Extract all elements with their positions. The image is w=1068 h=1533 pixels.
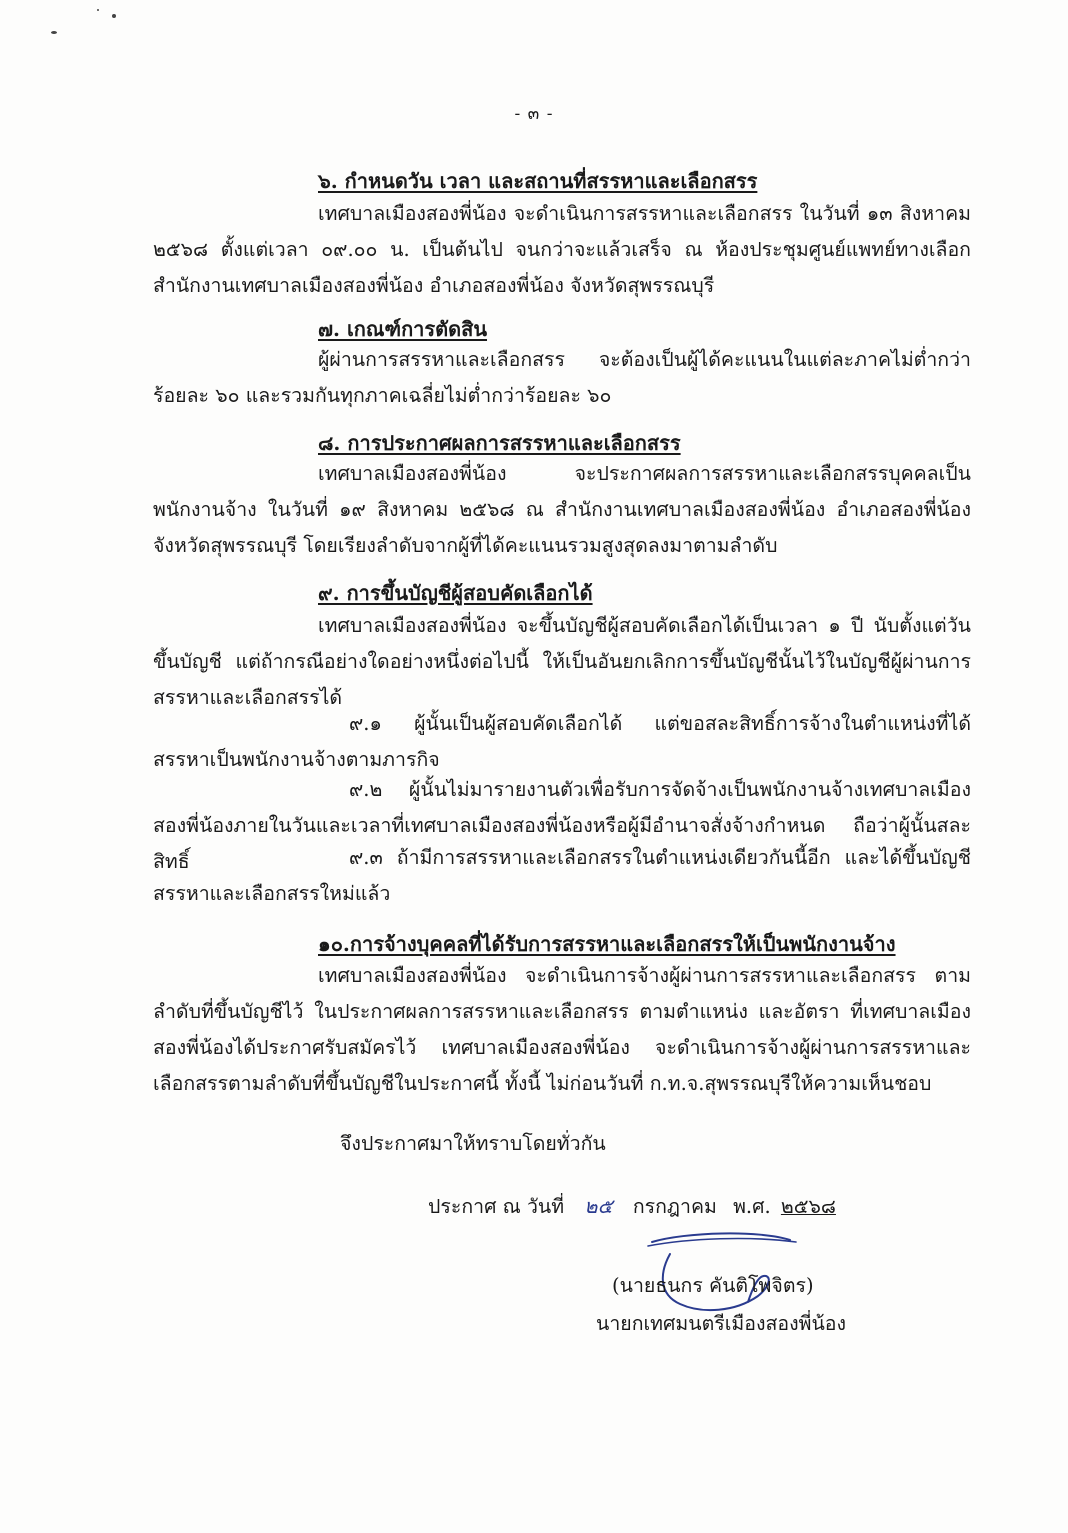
section-paragraph: เทศบาลเมืองสองพี่น้อง จะขึ้นบัญชีผู้สอบคัดเลือกได้เป็นเวลา ๑ ปี นับตั้งแต่วันขึ้นบัญชี แต่ถ้ากรณีอย่างใดอย่างหนึ่งต่อไปนี้ ให้เป็นอันยกเลิกการขึ้นบัญชีนั้นไว้ในบัญชีผู้ผ่านการสรรหาและเลือกสรรได้ <box>153 614 971 709</box>
scan-speck <box>112 14 116 18</box>
dateline-year: ๒๕๖๘ <box>780 1195 836 1218</box>
signer-name: (นายธนกร คันติโพจิตร) <box>612 1274 814 1297</box>
scan-speck <box>97 9 99 11</box>
announcement-dateline <box>428 1190 836 1222</box>
section-heading: ๗. เกณฑ์การตัดสิน <box>318 317 488 341</box>
dateline-month: กรกฎาคม <box>632 1195 717 1218</box>
section-heading: ๑๐.การจ้างบุคคลที่ได้รับการสรรหาและเลือกสรรให้เป็นพนักงานจ้าง <box>318 932 896 956</box>
dateline-era: พ.ศ. <box>733 1195 771 1218</box>
sub-paragraph: ๙.๓ ถ้ามีการสรรหาและเลือกสรรในตำแหน่งเดียวกันนี้อีก และได้ขึ้นบัญชีสรรหาและเลือกสรรใหม่แล้ว <box>153 846 971 905</box>
section-heading: ๘. การประกาศผลการสรรหาและเลือกสรร <box>318 431 681 455</box>
section-paragraph: ผู้ผ่านการสรรหาและเลือกสรร จะต้องเป็นผู้ได้คะแนนในแต่ละภาคไม่ต่ำกว่าร้อยละ ๖๐ และรวมกันทุกภาคเฉลี่ยไม่ต่ำกว่าร้อยละ ๖๐ <box>153 348 971 407</box>
signer-title: นายกเทศมนตรีเมืองสองพี่น้อง <box>596 1312 847 1335</box>
section-paragraph: เทศบาลเมืองสองพี่น้อง จะดำเนินการจ้างผู้ผ่านการสรรหาและเลือกสรร ตามลำดับที่ขึ้นบัญชีไว้ ในประกาศผลการสรรหาและเลือกสรร ตามตำแหน่ง และอัตรา ที่เทศบาลเมืองสองพี่น้องได้ประกาศรับสมัครไว้ เทศบาลเมืองสองพี่น้อง จะดำเนินการจ้างผู้ผ่านการสรรหาและเลือกสรรตามลำดับที่ขึ้นบัญชีในประกาศนี้ ทั้งนี้ ไม่ก่อนวันที่ ก.ท.จ.สุพรรณบุรีให้ความเห็นชอบ <box>153 964 971 1095</box>
section-paragraph: เทศบาลเมืองสองพี่น้อง จะประกาศผลการสรรหาและเลือกสรรบุคคลเป็นพนักงานจ้าง ในวันที่ ๑๙ สิงหาคม ๒๕๖๘ ณ สำนักงานเทศบาลเมืองสองพี่น้อง อำเภอสองพี่น้อง จังหวัดสุพรรณบุรี โดยเรียงลำดับจากผู้ที่ได้คะแนนรวมสูงสุดลงมาตามลำดับ <box>153 462 971 557</box>
sub-paragraph: ๙.๒ ผู้นั้นไม่มารายงานตัวเพื่อรับการจัดจ้างเป็นพนักงานจ้างเทศบาลเมืองสองพี่น้องภายในวันและเวลาที่เทศบาลเมืองสองพี่น้องหรือผู้มีอำนาจสั่งจ้างกำหนด ถือว่าผู้นั้นสละสิทธิ์ <box>153 778 971 873</box>
scan-speck <box>51 31 57 34</box>
section-paragraph: เทศบาลเมืองสองพี่น้อง จะดำเนินการสรรหาและเลือกสรร ในวันที่ ๑๓ สิงหาคม ๒๕๖๘ ตั้งแต่เวลา ๐๙.๐๐ น. เป็นต้นไป จนกว่าจะแล้วเสร็จ ณ ห้องประชุมศูนย์แพทย์ทางเลือก สำนักงานเทศบาลเมืองสองพี่น้อง อำเภอสองพี่น้อง จังหวัดสุพรรณบุรี <box>153 202 971 297</box>
page-number: - ๓ - <box>514 104 554 124</box>
section-heading: ๖. กำหนดวัน เวลา และสถานที่สรรหาและเลือกสรร <box>318 169 758 193</box>
sub-paragraph: ๙.๑ ผู้นั้นเป็นผู้สอบคัดเลือกได้ แต่ขอสละสิทธิ์การจ้างในตำแหน่งที่ได้สรรหาเป็นพนักงานจ้างตามภารกิจ <box>153 712 971 771</box>
dateline-prefix: ประกาศ ณ วันที่ <box>428 1195 565 1218</box>
section-heading: ๙. การขึ้นบัญชีผู้สอบคัดเลือกได้ <box>318 581 593 605</box>
closing-statement: จึงประกาศมาให้ทราบโดยทั่วกัน <box>340 1132 606 1155</box>
dateline-day: ๒๕ <box>584 1194 613 1218</box>
